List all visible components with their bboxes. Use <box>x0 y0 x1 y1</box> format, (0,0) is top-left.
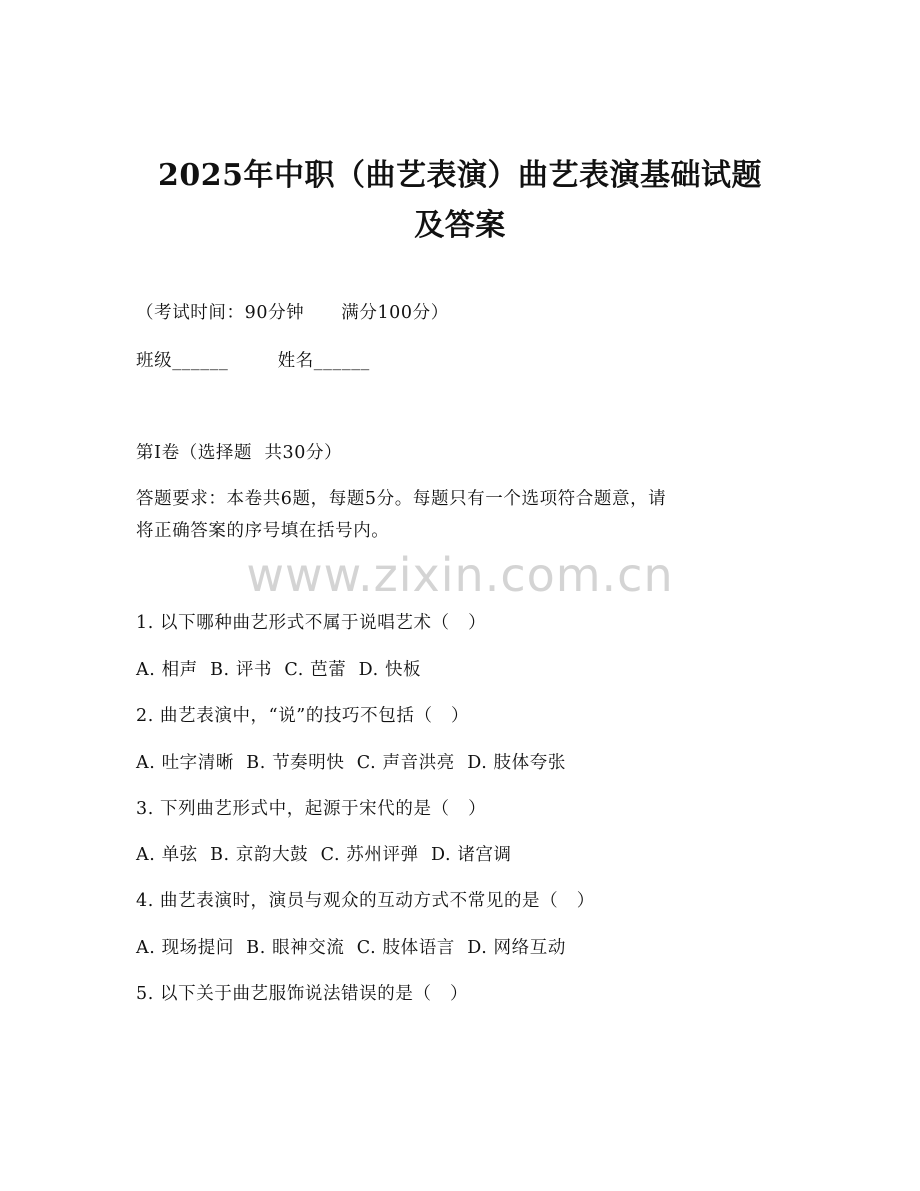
watermark: www.zixin.com.cn <box>246 548 674 602</box>
question-3-options: A. 单弦 B. 京韵大鼓 C. 苏州评弹 D. 诸宫调 <box>136 845 512 865</box>
question-1-options: A. 相声 B. 评书 C. 芭蕾 D. 快板 <box>136 660 422 680</box>
exam-info: （考试时间：90分钟 满分100分） <box>136 303 449 323</box>
question-2-stem: 2. 曲艺表演中，“说”的技巧不包括（ ） <box>136 706 470 726</box>
document-title-line-2: 及答案 <box>414 208 506 243</box>
question-5-stem: 5. 以下关于曲艺服饰说法错误的是（ ） <box>136 984 469 1004</box>
question-3-stem: 3. 下列曲艺形式中，起源于宋代的是（ ） <box>136 799 487 819</box>
class-name-line: 班级______ 姓名______ <box>136 351 370 371</box>
question-4-stem: 4. 曲艺表演时，演员与观众的互动方式不常见的是（ ） <box>136 891 595 911</box>
section-heading: 第I卷（选择题 共30分） <box>136 443 343 463</box>
instructions-line-1: 答题要求：本卷共6题，每题5分。每题只有一个选项符合题意，请 <box>136 489 667 509</box>
question-4-options: A. 现场提问 B. 眼神交流 C. 肢体语言 D. 网络互动 <box>136 938 566 958</box>
question-1-stem: 1. 以下哪种曲艺形式不属于说唱艺术（ ） <box>136 613 487 633</box>
question-2-options: A. 吐字清晰 B. 节奏明快 C. 声音洪亮 D. 肢体夸张 <box>136 753 566 773</box>
document-title-line-1: 2025年中职（曲艺表演）曲艺表演基础试题 <box>158 158 762 193</box>
instructions-line-2: 将正确答案的序号填在括号内。 <box>136 521 390 541</box>
